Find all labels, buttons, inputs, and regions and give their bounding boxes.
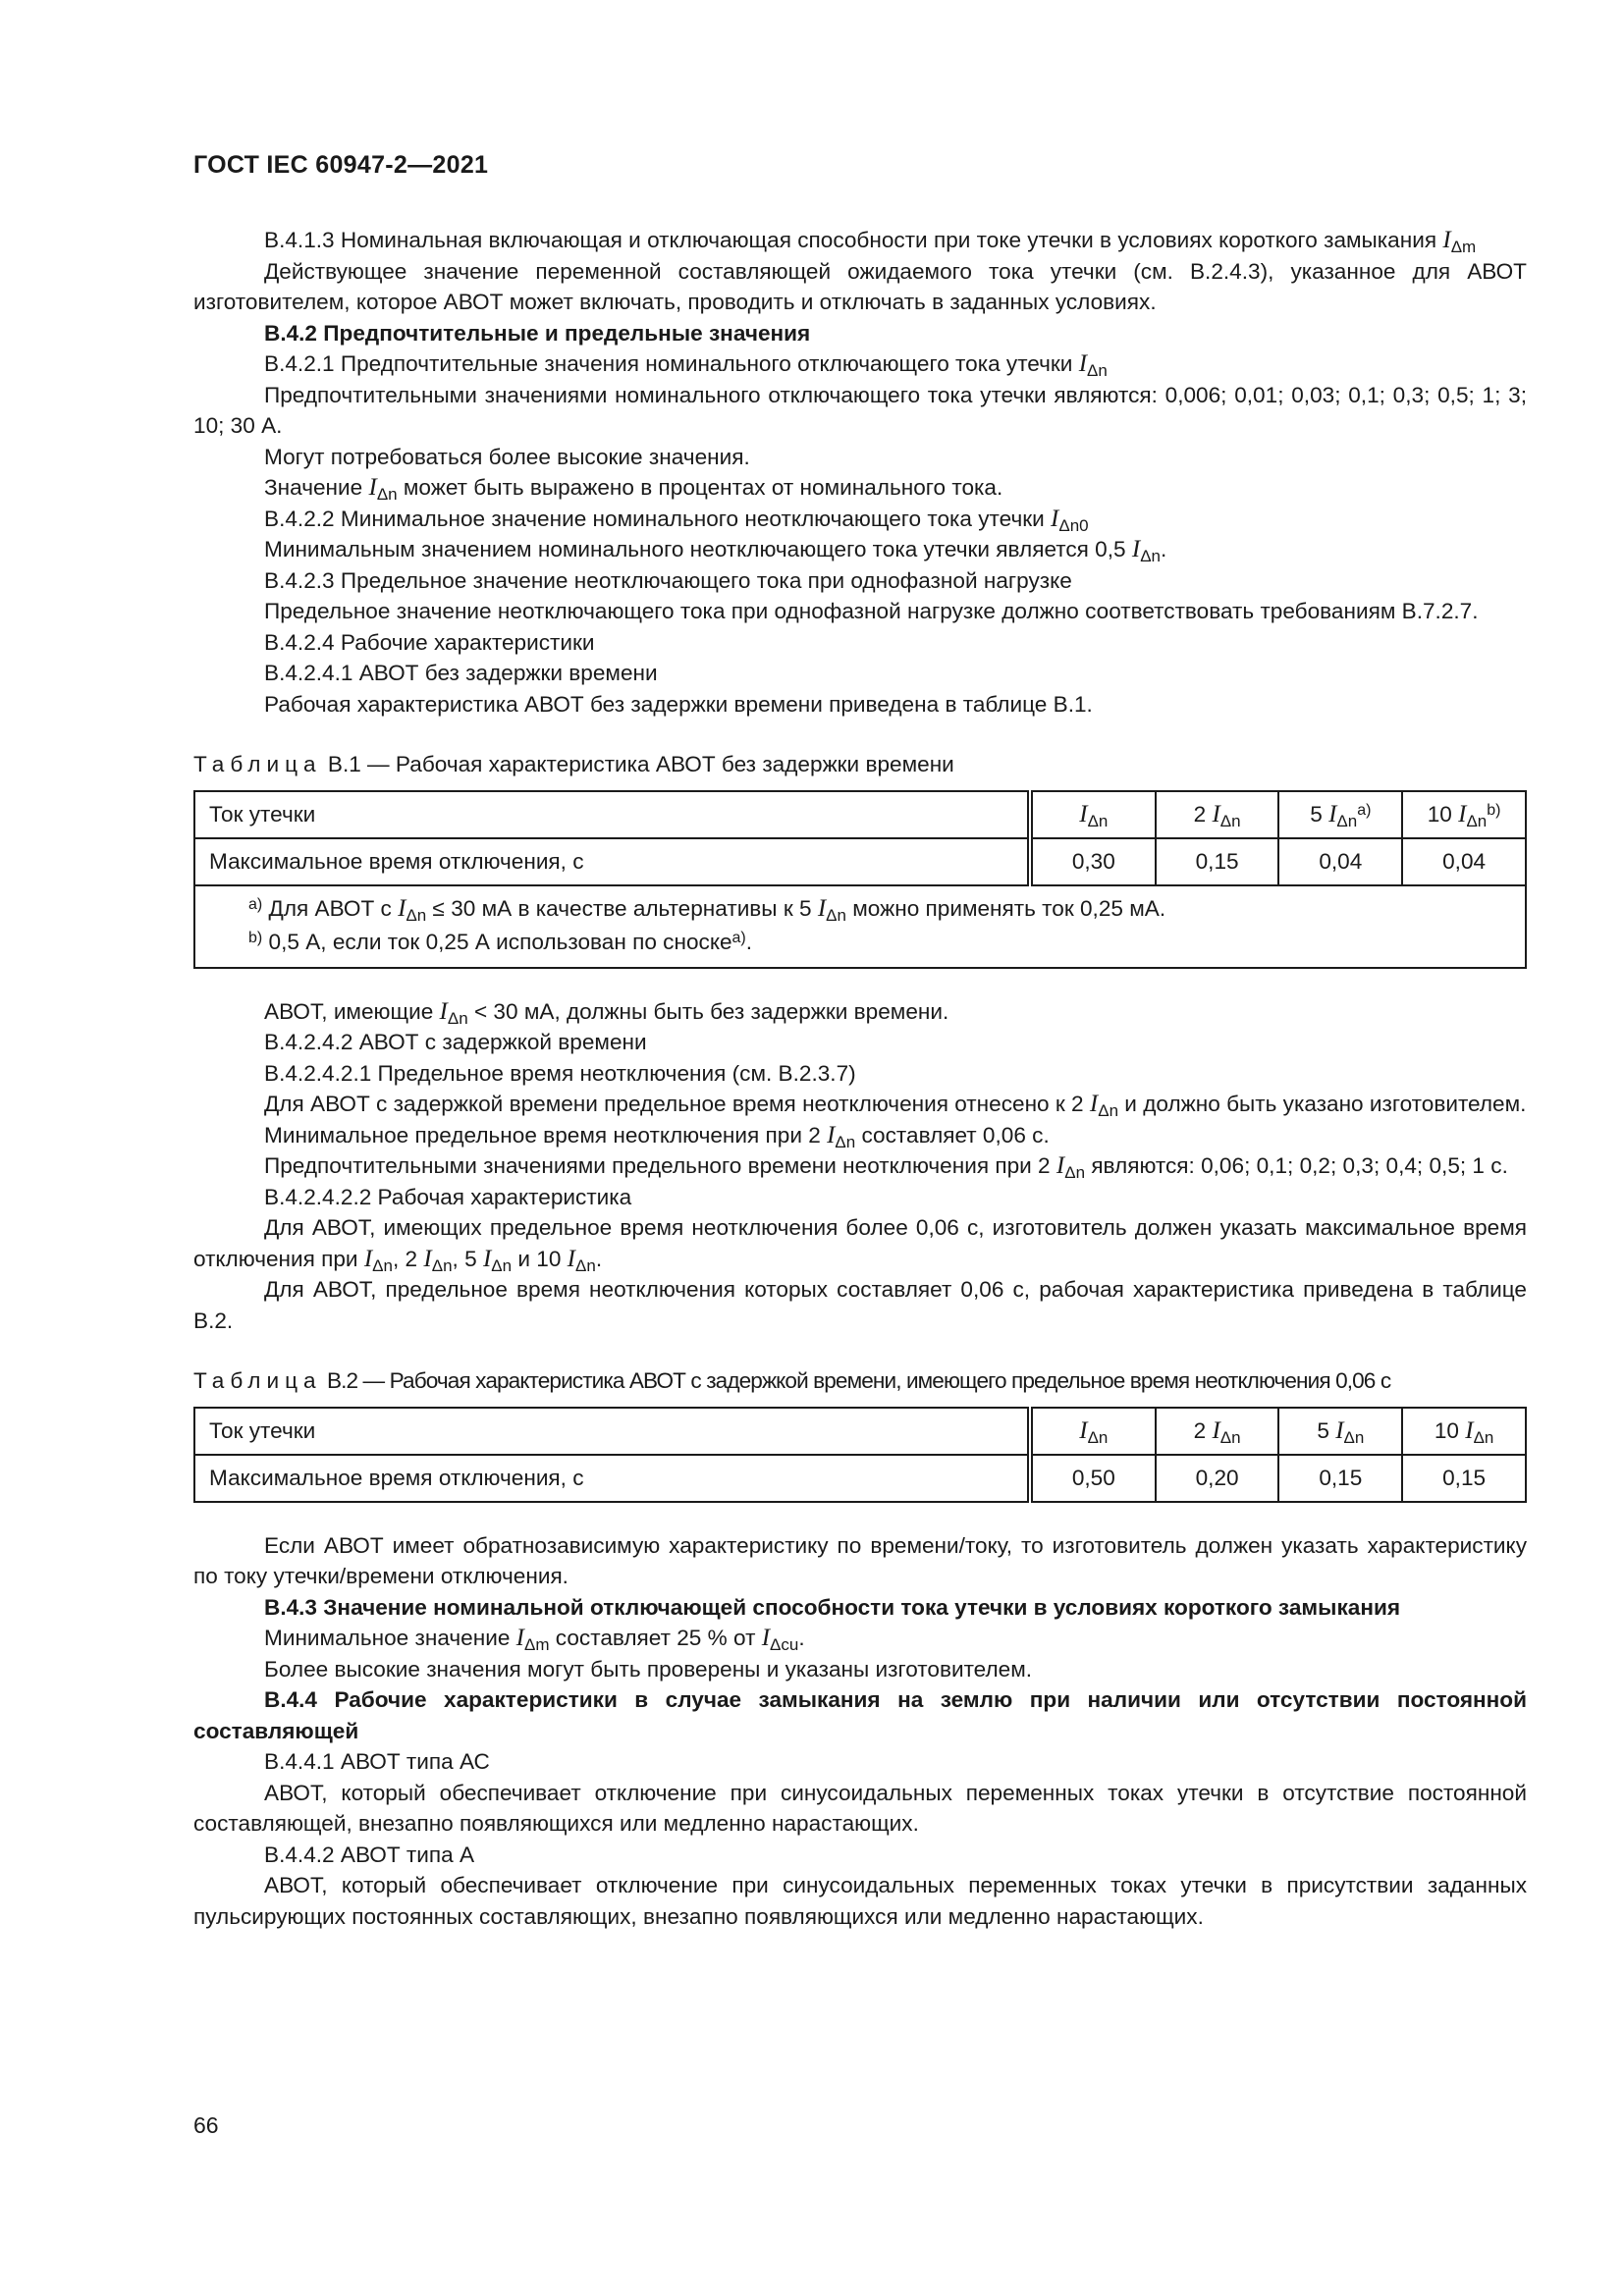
- table-row: [194, 1455, 1526, 1502]
- table-cell: 0,15: [1402, 1455, 1526, 1502]
- paragraph-preferred-values: Предпочтительными значениями номинального отключающего тока утечки являются: 0,006; 0,01; 0,03; 0,1; 0,3; 0,5; 1; 3; 10; 30 А.: [193, 382, 1527, 438]
- paragraph-limit-time: Для АВОТ с задержкой времени предельное время неотключения отнесено к 2 $I_{\Delta n}$ и должно быть указано изготовителем.: [264, 1091, 1527, 1120]
- paragraph-type-ac: АВОТ, который обеспечивает отключение при синусоидальных переменных токах утечки в отсутствие постоянной составляющей, внезапно появляющихся или медленно нарастающих.: [193, 1780, 1527, 1836]
- paragraph-b4-2-4-2: B.4.2.4.2 АВОТ с задержкой времени: [264, 1030, 647, 1054]
- table-cell: 0,04: [1402, 838, 1526, 885]
- table-cell: 2 $I_{\Delta n}$: [1156, 791, 1279, 838]
- table-cell: Ток утечки: [194, 1408, 1030, 1455]
- table-b2-caption: Таблица B.2 — Рабочая характеристика АВОТ с задержкой времени, имеющего предельное время неотключения 0,06 с: [193, 1368, 1391, 1393]
- paragraph-definition: Действующее значение переменной составляющей ожидаемого тока утечки (см. B.2.4.3), указанное для АВОТ изготовителем, которое АВОТ может включать, проводить и отключать в заданных условиях.: [193, 258, 1527, 314]
- paragraph-b4-1-3: B.4.1.3 Номинальная включающая и отключающая способности при токе утечки в условиях короткого замыкания $I_{\Delta m}$: [264, 227, 1477, 256]
- paragraph-min-idm: Минимальное значение $I_{\Delta m}$ составляет 25 % от $I_{\Delta cu}$.: [264, 1625, 805, 1654]
- paragraph-percent: Значение $I_{\Delta n}$ может быть выражено в процентах от номинального тока.: [264, 474, 1003, 504]
- document-header: ГОСТ IEC 60947-2—2021: [193, 151, 489, 179]
- table-footnotes: [194, 885, 1526, 968]
- paragraph-no-delay: АВОТ, имеющие $I_{\Delta n} < 30$ мА, должны быть без задержки времени.: [264, 997, 949, 1028]
- table-cell: 5 $I_{\Delta n}$: [1278, 1408, 1402, 1455]
- section-heading-b4-2: B.4.2 Предпочтительные и предельные значения: [264, 320, 811, 346]
- table-cell: $I_{\Delta n}$: [1030, 791, 1156, 838]
- paragraph-b4-2-2: B.4.2.2 Минимальное значение номинального неотключающего тока утечки $I_{\Delta n0}$: [264, 505, 1089, 535]
- table-cell: 2 $I_{\Delta n}$: [1156, 1408, 1279, 1455]
- table-cell: Максимальное время отключения, с: [194, 838, 1030, 885]
- paragraph-min-value: Минимальным значением номинального неотключающего тока утечки является 0,5 $I_{\Delta n}$.: [264, 536, 1167, 565]
- section-heading-b4-4: B.4.4 Рабочие характеристики в случае замыкания на землю при наличии или отсутствии постоянной составляющей: [193, 1687, 1527, 1743]
- table-cell: 0,15: [1156, 838, 1279, 885]
- table-b2: [193, 1407, 1527, 1503]
- paragraph-table-ref-2: Для АВОТ, предельное время неотключения которых составляет 0,06 с, рабочая характеристика приведена в таблице B.2.: [193, 1277, 1527, 1333]
- table-cell: Максимальное время отключения, с: [194, 1455, 1030, 1502]
- paragraph-inverse: Если АВОТ имеет обратнозависимую характеристику по времени/току, то изготовитель должен указать характеристику по току утечки/времени отключения.: [193, 1532, 1527, 1588]
- paragraph-higher-verified: Более высокие значения могут быть проверены и указаны изготовителем.: [264, 1656, 1033, 1682]
- table-cell: 0,20: [1156, 1455, 1279, 1502]
- table-cell: 5 $I_{\Delta n}^{a)}$: [1278, 791, 1402, 838]
- footnote-a: $^{a)}$ Для АВОТ с $I_{\Delta n} \le 30$ мА в качестве альтернативы к 5 $I_{\Delta n}$ можно применять ток 0,25 мА.: [248, 894, 1166, 925]
- document-body: [193, 225, 1527, 1932]
- paragraph-limit-value: Предельное значение неотключающего тока при однофазной нагрузке должно соответствовать требованиям B.7.2.7.: [264, 599, 1479, 623]
- paragraph-b4-2-1: B.4.2.1 Предпочтительные значения номинального отключающего тока утечки $I_{\Delta n}$: [264, 350, 1108, 380]
- paragraph-b4-2-4-1: B.4.2.4.1 АВОТ без задержки времени: [264, 661, 658, 685]
- paragraph-min-limit-time: Минимальное предельное время неотключения при 2 $I_{\Delta n}$ составляет 0,06 с.: [264, 1121, 1050, 1151]
- table-cell: 0,50: [1030, 1455, 1156, 1502]
- paragraph-higher-values: Могут потребоваться более высокие значения.: [264, 444, 750, 469]
- table-cell: 0,30: [1030, 838, 1156, 885]
- paragraph-b4-4-1: B.4.4.1 АВОТ типа АС: [264, 1749, 490, 1774]
- table-cell: Ток утечки: [194, 791, 1030, 838]
- page-number: 66: [193, 2112, 219, 2138]
- paragraph-type-a: АВОТ, который обеспечивает отключение при синусоидальных переменных токах утечки в присутствии заданных пульсирующих постоянных составляющих, внезапно появляющихся или медленно нарастающих.: [193, 1873, 1527, 1929]
- table-cell: 0,04: [1278, 838, 1402, 885]
- table-row: [194, 1408, 1526, 1455]
- section-heading-b4-3: B.4.3 Значение номинальной отключающей способности тока утечки в условиях короткого замыкания: [264, 1594, 1401, 1620]
- paragraph-b4-2-4-2-1: B.4.2.4.2.1 Предельное время неотключения (см. B.2.3.7): [264, 1060, 856, 1086]
- table-row: [194, 838, 1526, 885]
- table-cell: 0,15: [1278, 1455, 1402, 1502]
- table-cell: 10 $I_{\Delta n}^{b)}$: [1402, 791, 1526, 838]
- paragraph-b4-2-3: B.4.2.3 Предельное значение неотключающего тока при однофазной нагрузке: [264, 567, 1072, 593]
- table-b1: [193, 790, 1527, 969]
- table-cell: 10 $I_{\Delta n}$: [1402, 1408, 1526, 1455]
- paragraph-table-ref-1: Рабочая характеристика АВОТ без задержки времени приведена в таблице B.1.: [264, 691, 1093, 717]
- footnote-b: $^{b)}$ 0,5 А, если ток 0,25 А использован по сноске$^{a)}$.: [248, 929, 753, 954]
- table-cell: $I_{\Delta n}$: [1030, 1408, 1156, 1455]
- paragraph-max-time: Для АВОТ, имеющих предельное время неотключения более 0,06 с, изготовитель должен указать максимальное время отключения при $I_{\Delta n}$, 2 $I_{\Delta n}$, 5 $I_{\Delta n}$ и 10 $I_{\Delta n}$.: [193, 1215, 1527, 1275]
- table-row: [194, 791, 1526, 838]
- paragraph-b4-2-4-2-2: B.4.2.4.2.2 Рабочая характеристика: [264, 1184, 632, 1209]
- table-row: [194, 885, 1526, 968]
- table-b1-caption: Таблица B.1 — Рабочая характеристика АВОТ без задержки времени: [193, 752, 954, 776]
- paragraph-b4-2-4: B.4.2.4 Рабочие характеристики: [264, 629, 595, 655]
- paragraph-b4-4-2: B.4.4.2 АВОТ типа А: [264, 1842, 475, 1867]
- paragraph-preferred-times: Предпочтительными значениями предельного времени неотключения при 2 $I_{\Delta n}$ являются: 0,06; 0,1; 0,2; 0,3; 0,4; 0,5; 1 с.: [264, 1152, 1508, 1182]
